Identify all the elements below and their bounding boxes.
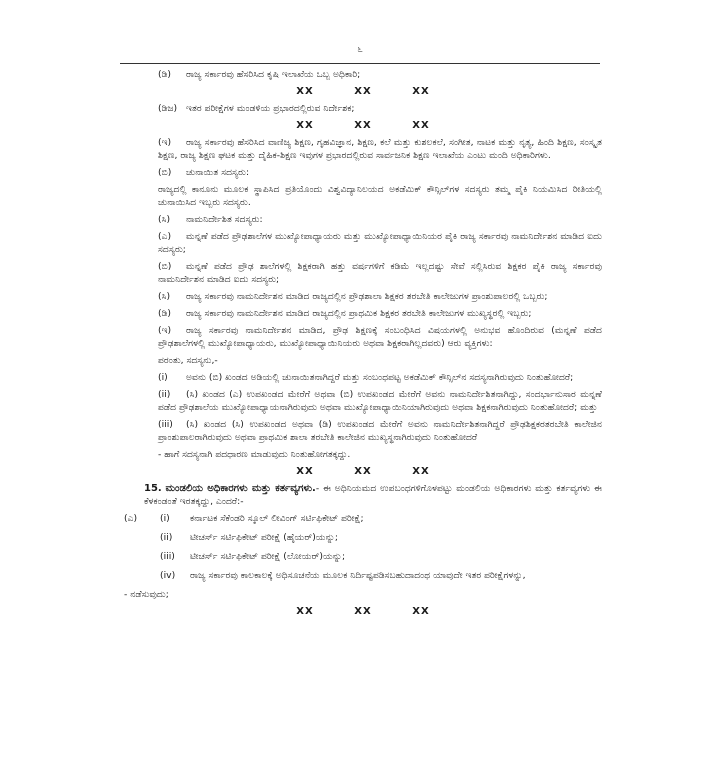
document-body <box>124 68 602 622</box>
paragraph <box>124 418 602 444</box>
omission-mark: XX <box>296 86 314 97</box>
clause-label: (ಬಿ) <box>158 261 172 272</box>
paragraph-text: - ನಡೆಸುವುದು; <box>124 589 169 600</box>
list-item <box>124 512 602 525</box>
paragraph <box>124 213 602 226</box>
clause-label: (iii) <box>158 419 173 430</box>
item-label: (i) <box>160 513 170 524</box>
omission-mark: XX <box>354 606 372 617</box>
paragraph <box>124 260 602 286</box>
paragraph <box>124 371 602 384</box>
paragraph <box>124 102 602 115</box>
clause-label <box>124 531 160 544</box>
paragraph-text: (ಸಿ) ಖಂಡದ (ಸಿ) ಉಪಖಂಡದ ಅಥವಾ (ಡಿ) ಉಪಖಂಡದ ಮೇರೆಗೆ ಅವನು ನಾಮನಿರ್ದೇಶಿತನಾಗಿದ್ದರೆ ಪ್ರೌಢಶಿಕ್ಷಕರತರಬೇತಿ ಕಾಲೇಜಿನ ಪ್ರಾಂಶುಪಾಲರಾಗಿರುವುದು ಅಥವಾ ಪ್ರಾಥಮಿಕ ಶಾಲಾ ತರಬೇತಿ ಕಾಲೇಜಿನ ಮುಖ್ಯಸ್ಥನಾಗಿರುವುದು ನಿಂತುಹೋದರೆ <box>158 419 602 443</box>
paragraph <box>124 230 602 256</box>
paragraph <box>124 354 602 367</box>
page-number: ೬ <box>357 44 363 55</box>
paragraph-text: ಪರಂತು, ಸದಸ್ಯನು,- <box>158 355 218 366</box>
paragraph-text: ರಾಜ್ಯದಲ್ಲಿ ಕಾನೂನು ಮೂಲಕ ಸ್ಥಾಪಿಸಿದ ಪ್ರತಿಯೊಂದು ವಿಶ್ವವಿದ್ಯಾನಿಲಯದ ಅಕಡೆಮಿಕ್ ಕೌನ್ಸಿಲ್‌ಗಳ ಸದಸ್ಯರು ತಮ್ಮ ಪೈಕಿ ನಿಯಮಿಸಿದ ರೀತಿಯಲ್ಲಿ ಚುನಾಯಿಸಿದ ಇಬ್ಬರು ಸದಸ್ಯರು. <box>158 184 602 208</box>
omission-marks <box>124 119 602 132</box>
list-item <box>124 569 602 582</box>
paragraph <box>124 68 602 81</box>
paragraph-text: ರಾಜ್ಯ ಸರ್ಕಾರವು ಹೆಸರಿಸಿದ ಕೃಷಿ ಇಲಾಖೆಯ ಒಬ್ಬ ಅಧಿಕಾರಿ; <box>186 69 361 80</box>
section-title: ಮಂಡಲಿಯ ಅಧಿಕಾರಗಳು ಮತ್ತು ಕರ್ತವ್ಯಗಳು. <box>165 483 316 494</box>
item-text: ಕರ್ನಾಟಕ ಸೆಕೆಂಡರಿ ಸ್ಕೂಲ್ ಲೀವಿಂಗ್ ಸರ್ಟಿಫಿಕೇಟ್ ಪರೀಕ್ಷೆ; <box>190 513 364 524</box>
item-label: (iii) <box>160 551 175 562</box>
list-item <box>124 550 602 563</box>
omission-mark: XX <box>296 466 314 477</box>
omission-mark: XX <box>412 86 430 97</box>
list-item <box>124 531 602 544</box>
omission-marks <box>124 85 602 98</box>
clause-label: (ಎ) <box>158 231 172 242</box>
item-label: (iv) <box>160 570 176 581</box>
clause-label: (ಇ) <box>158 137 172 148</box>
paragraph-text: ಮನ್ನಣೆ ಪಡೆದ ಪ್ರೌಢ ಶಾಲೆಗಳಲ್ಲಿ ಶಿಕ್ಷಕರಾಗಿ ಹತ್ತು ವರ್ಷಗಳಿಗೆ ಕಡಿಮೆ ಇಲ್ಲದಷ್ಟು ಸೇವೆ ಸಲ್ಲಿಸಿರುವ ಶಿಕ್ಷಕರ ಪೈಕಿ ರಾಜ್ಯ ಸರ್ಕಾರವು ನಾಮನಿರ್ದೇಶನ ಮಾಡಿದ ಐದು ಸದಸ್ಯರು; <box>158 261 602 285</box>
paragraph-text: ನಾಮನಿರ್ದೇಶಿತ ಸದಸ್ಯರು: <box>186 214 263 225</box>
paragraph-text: ರಾಜ್ಯ ಸರ್ಕಾರವು ನಾಮನಿರ್ದೇಶನ ಮಾಡಿದ ರಾಜ್ಯದಲ್ಲಿನ ಪ್ರಾಥಮಿಕ ಶಿಕ್ಷಕರ ತರಬೇತಿ ಕಾಲೇಜುಗಳ ಮುಖ್ಯಸ್ಥರಲ್ಲಿ ಇಬ್ಬರು; <box>186 308 532 319</box>
header-rule <box>120 63 600 64</box>
omission-marks <box>124 465 602 478</box>
clause-label <box>124 550 160 563</box>
section-text: - ಈ ಅಧಿನಿಯಮದ ಉಪಬಂಧಗಳಿಗೊಳಪಟ್ಟು ಮಂಡಲಿಯ ಅಧಿಕಾರಗಳು ಮತ್ತು ಕರ್ತವ್ಯಗಳು ಈ ಕೆಳಕಂಡಂತೆ ಇರತಕ್ಕದ್ದು, ಎಂದರೆ:- <box>144 483 603 507</box>
paragraph-text: (ಸಿ) ಖಂಡದ (ಎ) ಉಪಖಂಡದ ಮೇರೆಗೆ ಅಥವಾ (ಬಿ) ಉಪಖಂಡದ ಮೇರೆಗೆ ಅವನು ನಾಮನಿರ್ದೇಶಿತನಾಗಿದ್ದು, ಸಂದರ್ಭಾನುಸಾರ ಮನ್ನಣೆ ಪಡೆದ ಪ್ರೌಢಶಾಲೆಯ ಮುಖ್ಯೋಪಾಧ್ಯಾಯನಾಗಿರುವುದು ಅಥವಾ ಮುಖ್ಯೋಪಾಧ್ಯಾಯಿನಿಯಾಗಿರುವುದು ಅಥವಾ ಶಿಕ್ಷಕನಾಗಿರುವುದು ನಿಂತುಹೋದರೆ; ಮತ್ತು <box>158 389 602 413</box>
paragraph-text: ಅವನು (ಬಿ) ಖಂಡದ ಅಡಿಯಲ್ಲಿ ಚುನಾಯಿತನಾಗಿದ್ದರೆ ಮತ್ತು ಸಂಬಂಧಪಟ್ಟ ಅಕಡೆಮಿಕ್ ಕೌನ್ಸಿಲ್‌ನ ಸದಸ್ಯನಾಗಿರುವುದು ನಿಂತುಹೋದರೆ; <box>186 372 574 383</box>
clause-label: (ಡಿ) <box>158 308 171 319</box>
omission-mark: XX <box>296 606 314 617</box>
omission-mark: XX <box>354 466 372 477</box>
paragraph-text: ರಾಜ್ಯ ಸರ್ಕಾರವು ನಾಮನಿರ್ದೇಶನ ಮಾಡಿದ, ಪ್ರೌಢ ಶಿಕ್ಷಣಕ್ಕೆ ಸಂಬಂಧಿಸಿದ ವಿಷಯಗಳಲ್ಲಿ ಅನುಭವ ಹೊಂದಿರುವ (ಮನ್ನಣೆ ಪಡೆದ ಪ್ರೌಢಶಾಲೆಗಳಲ್ಲಿ ಮುಖ್ಯೋಪಾಧ್ಯಾಯರು, ಮುಖ್ಯೋಪಾಧ್ಯಾಯಿನಿಯರು ಅಥವಾ ಶಿಕ್ಷಕರಾಗಿಲ್ಲದವರು) ಆರು ವ್ಯಕ್ತಿಗಳು: <box>158 325 602 349</box>
item-label: (ii) <box>160 532 173 543</box>
paragraph-text: ಇತರ ಪರೀಕ್ಷೆಗಳ ಮಂಡಳಿಯ ಪ್ರಭಾರದಲ್ಲಿರುವ ನಿರ್ದೇಶಕ; <box>186 103 355 114</box>
paragraph-text: ಚುನಾಯಿತ ಸದಸ್ಯರು: <box>186 167 250 178</box>
clause-label: (ಸಿ) <box>158 291 171 302</box>
paragraph <box>124 448 602 461</box>
paragraph <box>124 183 602 209</box>
omission-mark: XX <box>296 120 314 131</box>
item-text: ಟೀಚರ್ಸ್ ಸರ್ಟಿಫಿಕೇಟ್ ಪರೀಕ್ಷೆ (ಲೋಯರ್)ಯನ್ನು; <box>190 551 346 562</box>
paragraph-text: ಮನ್ನಣೆ ಪಡೆದ ಪ್ರೌಢಶಾಲೆಗಳ ಮುಖ್ಯೋಪಾಧ್ಯಾಯರು ಮತ್ತು ಮುಖ್ಯೋಪಾಧ್ಯಾಯಿನಿಯರ ಪೈಕಿ ರಾಜ್ಯ ಸರ್ಕಾರವು ನಾಮನಿರ್ದೇಶನ ಮಾಡಿದ ಐದು ಸದಸ್ಯರು; <box>158 231 602 255</box>
paragraph <box>124 324 602 350</box>
section-heading-paragraph <box>124 482 602 508</box>
clause-label: (ಸಿ) <box>158 214 171 225</box>
clause-label: (i) <box>158 372 168 383</box>
clause-label: (ಬಿ) <box>158 167 172 178</box>
paragraph <box>124 307 602 320</box>
omission-mark: XX <box>412 606 430 617</box>
clause-label: (ಇ) <box>158 325 172 336</box>
paragraph <box>124 166 602 179</box>
clause-label: (ಡಿ) <box>158 69 171 80</box>
paragraph <box>124 388 602 414</box>
paragraph-text: ರಾಜ್ಯ ಸರ್ಕಾರವು ಹೆಸರಿಸಿದ ವಾಣಿಜ್ಯ ಶಿಕ್ಷಣ, ಗೃಹವಿಜ್ಞಾನ, ಶಿಕ್ಷಣ, ಕಲೆ ಮತ್ತು ಕುಶಲಕಲೆ, ಸಂಗೀತ, ನಾಟಕ ಮತ್ತು ನೃತ್ಯ, ಹಿಂದಿ ಶಿಕ್ಷಣ, ಸಂಸ್ಕೃತ ಶಿಕ್ಷಣ, ರಾಜ್ಯ ಶಿಕ್ಷಣ ಘಟಕ ಮತ್ತು ದೈಹಿಕ-ಶಿಕ್ಷಣ ಇವುಗಳ ಪ್ರಭಾರದಲ್ಲಿರುವ ಸಾರ್ವಜನಿಕ ಶಿಕ್ಷಣ ಇಲಾಖೆಯ ಎಂಟು ಮಂದಿ ಅಧಿಕಾರಿಗಳು. <box>158 137 602 161</box>
paragraph-text: - ಹಾಗೆ ಸದಸ್ಯನಾಗಿ ಪದಧಾರಣ ಮಾಡುವುದು ನಿಂತುಹೋಗತಕ್ಕದ್ದು. <box>158 449 351 460</box>
paragraph-text: ರಾಜ್ಯ ಸರ್ಕಾರವು ನಾಮನಿರ್ದೇಶನ ಮಾಡಿದ ರಾಜ್ಯದಲ್ಲಿನ ಪ್ರೌಢಶಾಲಾ ಶಿಕ್ಷಕರ ತರಬೇತಿ ಕಾಲೇಜುಗಳ ಪ್ರಾಂಶುಪಾಲರಲ್ಲಿ ಒಬ್ಬರು; <box>186 291 548 302</box>
section-number: 15. <box>144 483 162 494</box>
omission-mark: XX <box>412 466 430 477</box>
omission-mark: XX <box>412 120 430 131</box>
omission-mark: XX <box>354 86 372 97</box>
omission-mark: XX <box>354 120 372 131</box>
clause-label: (ಡಿಜ) <box>158 103 178 114</box>
paragraph <box>124 588 602 601</box>
item-text: ಟೀಚರ್ಸ್ ಸರ್ಟಿಫಿಕೇಟ್ ಪರೀಕ್ಷೆ (ಹೈಯರ್)ಯನ್ನು; <box>190 532 339 543</box>
clause-label: (ii) <box>158 389 171 400</box>
paragraph <box>124 290 602 303</box>
clause-label <box>124 569 160 582</box>
paragraph <box>124 136 602 162</box>
clause-label: (ಎ) <box>124 513 138 524</box>
omission-marks <box>124 605 602 618</box>
item-text: ರಾಜ್ಯ ಸರ್ಕಾರವು ಕಾಲಕಾಲಕ್ಕೆ ಅಧಿಸೂಚನೆಯ ಮೂಲಕ ನಿರ್ದಿಷ್ಟಪಡಿಸಬಹುದಾದಂಥ ಯಾವುದೇ ಇತರ ಪರೀಕ್ಷೆಗಳನ್ನು, <box>190 570 526 581</box>
